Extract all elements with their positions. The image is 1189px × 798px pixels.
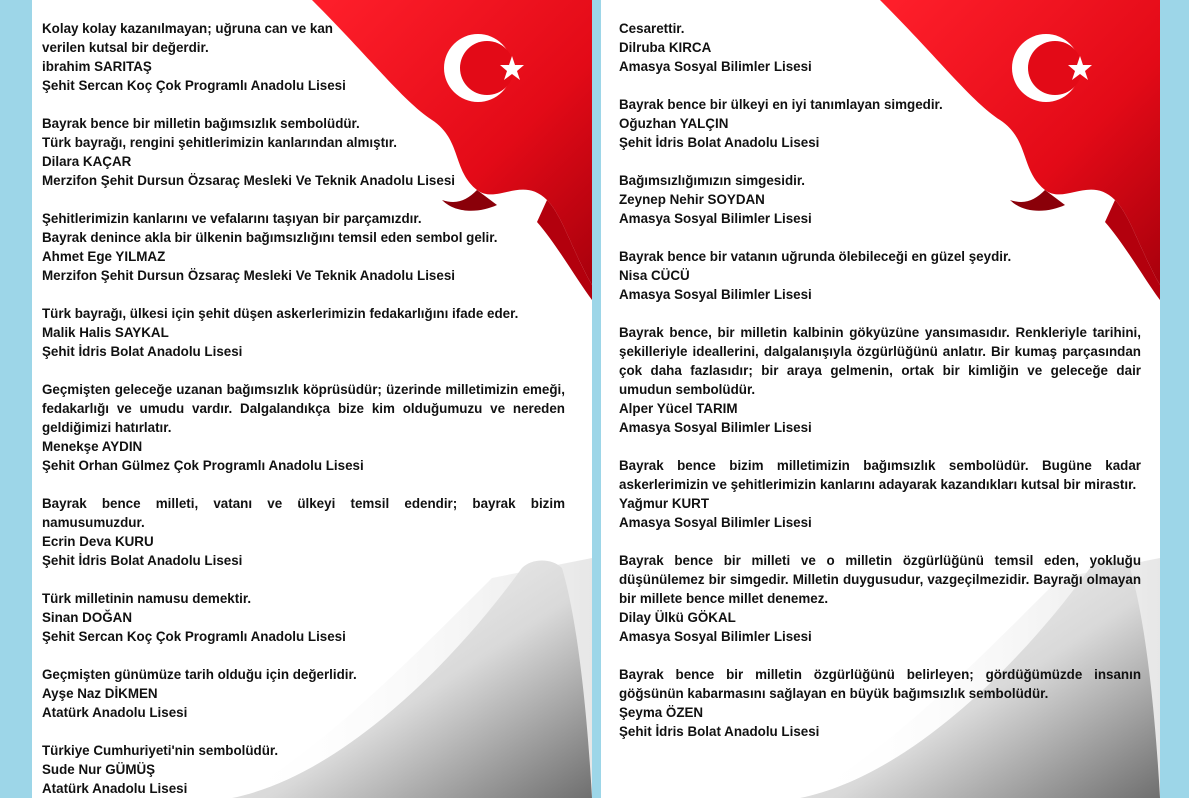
entry (42, 494, 565, 570)
school-name: Amasya Sosyal Bilimler Lisesi (619, 59, 812, 74)
author-name: Nisa CÜCÜ (619, 268, 690, 283)
quote-line: Bayrak bence bir milletin bağımsızlık sembolüdür. (42, 116, 360, 131)
school-name: Şehit İdris Bolat Anadolu Lisesi (619, 135, 820, 150)
author-name: Menekşe AYDIN (42, 439, 143, 454)
author-name: Sude Nur GÜMÜŞ (42, 762, 156, 777)
author-name: Ayşe Naz DİKMEN (42, 686, 158, 701)
author-name: Malik Halis SAYKAL (42, 325, 169, 340)
entry (619, 456, 1141, 532)
quote-text: Bayrak bence milleti, vatanı ve ülkeyi temsil edendir; bayrak bizim namusumuzdur. (42, 496, 565, 530)
entry (619, 247, 1141, 304)
author-name: Zeynep Nehir SOYDAN (619, 192, 765, 207)
quote-text: Bayrak bence bir ülkeyi en iyi tanımlayan simgedir. (619, 97, 943, 112)
quote-line: Kolay kolay kazanılmayan; uğruna can ve kan (42, 21, 333, 36)
author-name: Şeyma ÖZEN (619, 705, 704, 720)
entry (42, 741, 565, 798)
school-name: Şehit Orhan Gülmez Çok Programlı Anadolu Lisesi (42, 458, 364, 473)
school-name: Merzifon Şehit Dursun Özsaraç Mesleki Ve Teknik Anadolu Lisesi (42, 173, 455, 188)
entry (42, 114, 565, 190)
quote-text: Türkiye Cumhuriyeti'nin sembolüdür. (42, 743, 279, 758)
author-name: Ahmet Ege YILMAZ (42, 249, 166, 264)
right-page-text (619, 19, 1141, 760)
right-page (601, 0, 1160, 798)
quote-text: Bayrak bence bir milleti ve o milletin özgürlüğünü temsil eden, yokluğu düşünülemez bir simgedir. Milletin duygusudur, vazgeçilmezidir. Bayrağı olmayan bir millete bence millet denemez. (619, 553, 1141, 606)
entry (42, 304, 565, 361)
entry (42, 589, 565, 646)
author-name: Yağmur KURT (619, 496, 710, 511)
left-page-text (42, 19, 565, 798)
school-name: Atatürk Anadolu Lisesi (42, 705, 188, 720)
quote-line: Türk bayrağı, rengini şehitlerimizin kanlarından almıştır. (42, 135, 397, 150)
school-name: Atatürk Anadolu Lisesi (42, 781, 188, 796)
entry (619, 95, 1141, 152)
school-name: Amasya Sosyal Bilimler Lisesi (619, 287, 812, 302)
school-name: Şehit İdris Bolat Anadolu Lisesi (619, 724, 820, 739)
author-name: Dilruba KIRCA (619, 40, 712, 55)
school-name: Amasya Sosyal Bilimler Lisesi (619, 211, 812, 226)
quote-line: Şehitlerimizin kanlarını ve vefalarını taşıyan bir parçamızdır. (42, 211, 422, 226)
school-name: Şehit İdris Bolat Anadolu Lisesi (42, 553, 243, 568)
quote-line: Bayrak denince akla bir ülkenin bağımsızlığını temsil eden sembol gelir. (42, 230, 498, 245)
entry (42, 665, 565, 722)
quote-text: Türk milletinin namusu demektir. (42, 591, 252, 606)
author-name: Alper Yücel TARIM (619, 401, 738, 416)
quote-text: Geçmişten geleceğe uzanan bağımsızlık köprüsüdür; üzerinde milletimizin emeği, fedakarlığı ve umudu vardır. Dalgalandıkça bize kim olduğumuzu ve nereden geldiğimizi hatırlatır. (42, 382, 565, 435)
quote-text: Bayrak bence bir milletin özgürlüğünü belirleyen; gördüğümüzde insanın göğsünün kabarmasını sağlayan en büyük bağımsızlık sembolüdür. (619, 667, 1141, 701)
school-name: Şehit İdris Bolat Anadolu Lisesi (42, 344, 243, 359)
entry (619, 551, 1141, 646)
author-name: Oğuzhan YALÇIN (619, 116, 729, 131)
author-name: Dilay Ülkü GÖKAL (619, 610, 736, 625)
quote-text: Cesarettir. (619, 21, 685, 36)
author-name: Dilara KAÇAR (42, 154, 132, 169)
entry (619, 171, 1141, 228)
school-name: Amasya Sosyal Bilimler Lisesi (619, 515, 812, 530)
entry-opening (42, 19, 565, 95)
author-name: Ecrin Deva KURU (42, 534, 154, 549)
entry (42, 209, 565, 285)
left-page (32, 0, 592, 798)
quote-text: Türk bayrağı, ülkesi için şehit düşen askerlerimizin fedakarlığını ifade eder. (42, 306, 519, 321)
quote-text: Bayrak bence bizim milletimizin bağımsızlık sembolüdür. Bugüne kadar askerlerimizin ve şehitlerimizin kanlarını adayarak kazandıkları kutsal bir mirastır. (619, 458, 1141, 492)
quote-line: verilen kutsal bir değerdir. (42, 40, 209, 55)
school-name: Merzifon Şehit Dursun Özsaraç Mesleki Ve Teknik Anadolu Lisesi (42, 268, 455, 283)
entry (619, 323, 1141, 437)
quote-text: Bayrak bence bir vatanın uğrunda ölebileceği en güzel şeydir. (619, 249, 1012, 264)
school-name: Amasya Sosyal Bilimler Lisesi (619, 629, 812, 644)
school-name: Amasya Sosyal Bilimler Lisesi (619, 420, 812, 435)
school-name: Şehit Sercan Koç Çok Programlı Anadolu Lisesi (42, 78, 346, 93)
author-name: Sinan DOĞAN (42, 610, 133, 625)
school-name: Şehit Sercan Koç Çok Programlı Anadolu Lisesi (42, 629, 346, 644)
entry (619, 665, 1141, 741)
entry (42, 380, 565, 475)
quote-text: Bayrak bence, bir milletin kalbinin gökyüzüne yansımasıdır. Renkleriyle tarihini, şekilleriyle ideallerini, dalgalanışıyla özgürlüğünü anlatır. Bir kumaş parçasından çok daha fazlasıdır; bir araya gelmenin, ortak bir kimliğin ve geleceğe dair umudun sembolüdür. (619, 325, 1141, 397)
author-name: ibrahim SARITAŞ (42, 59, 152, 74)
entry-opening (619, 19, 1141, 76)
quote-text: Geçmişten günümüze tarih olduğu için değerlidir. (42, 667, 357, 682)
quote-text: Bağımsızlığımızın simgesidir. (619, 173, 806, 188)
